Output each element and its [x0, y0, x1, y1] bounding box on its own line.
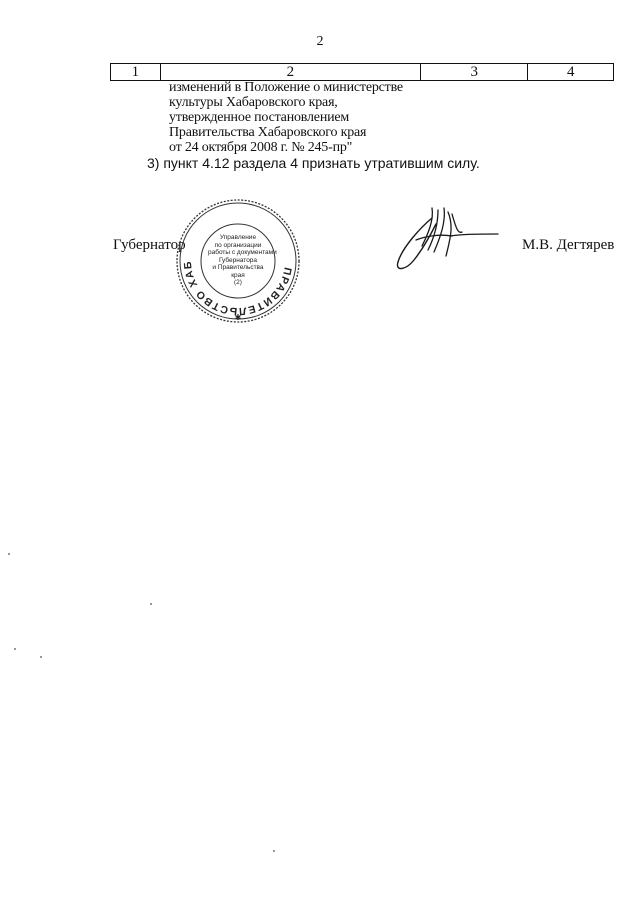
- seal-line: работы с документами: [208, 249, 277, 256]
- scan-speck: [273, 850, 275, 852]
- scan-speck: [40, 656, 42, 658]
- column-number-2: 2: [160, 64, 420, 81]
- seal-line: Губернатора: [218, 256, 258, 264]
- table-cell-continuation: [169, 80, 403, 155]
- column-header-table: [110, 63, 614, 81]
- table-row: [111, 64, 614, 81]
- column-number-3: 3: [421, 64, 528, 81]
- signatory-title: Губернатор: [113, 237, 186, 253]
- seal-line: (2): [234, 279, 242, 286]
- continuation-line: утвержденное постановлением: [169, 110, 350, 125]
- continuation-line: культуры Хабаровского края,: [169, 95, 338, 110]
- point-3-text: 3) пункт 4.12 раздела 4 признать утратившим силу.: [147, 155, 480, 171]
- seal-ring-text: ПРАВИТЕЛЬСТВО ХАБ: [181, 260, 294, 318]
- column-number-4: 4: [528, 64, 614, 81]
- scan-speck: [8, 553, 10, 555]
- page-number: 2: [316, 34, 324, 49]
- star-icon: ✱: [234, 313, 242, 322]
- continuation-line: изменений в Положение о министерстве: [169, 80, 403, 95]
- continuation-line: от 24 октября 2008 г. № 245-пр": [169, 140, 353, 155]
- column-number-1: 1: [111, 64, 161, 81]
- continuation-line: Правительства Хабаровского края: [169, 125, 367, 140]
- scan-speck: [150, 603, 152, 605]
- seal-line: по организации: [214, 241, 262, 249]
- seal-line: и Правительства: [212, 264, 264, 271]
- seal-line: Управление: [219, 234, 257, 241]
- signatory-name: М.В. Дегтярев: [522, 237, 615, 253]
- handwritten-signature: [392, 200, 502, 275]
- seal-line: края: [231, 271, 245, 279]
- seal-inner-text: [208, 234, 277, 287]
- scan-speck: [14, 648, 16, 650]
- official-seal: [172, 196, 304, 326]
